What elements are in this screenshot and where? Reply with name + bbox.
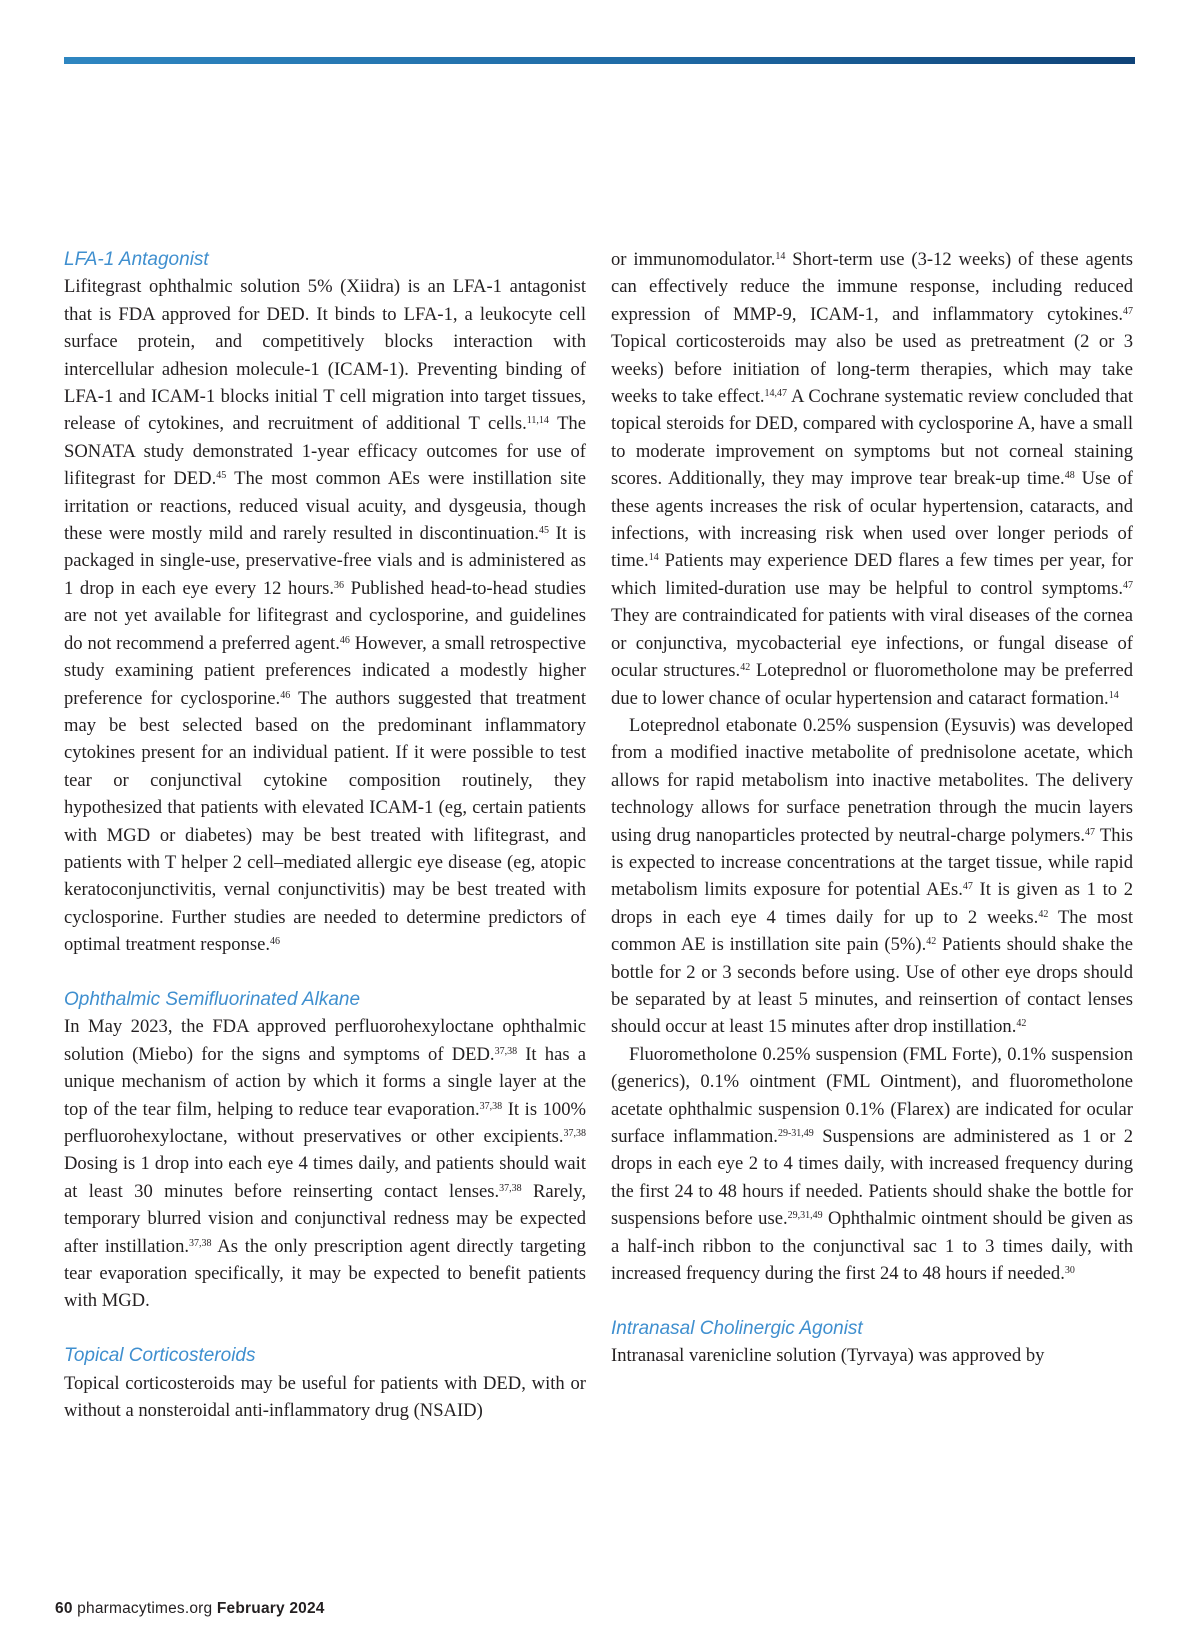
- citation: 47: [962, 881, 973, 893]
- right-column: [611, 246, 1133, 1370]
- citation: 47: [1123, 579, 1133, 591]
- citation: 36: [334, 579, 345, 591]
- paragraph-loteprednol: Loteprednol etabonate 0.25% suspension (Eysuvis) was developed from a modified inactive metabolite of prednisolone acetate, which allows for rapid metabolism into inactive metabolites. The delivery technology allows for surface penetration through the mucin layers using drug nanoparticles protected by neutral-charge polymers.$^{47}$ This is expected to increase concentrations at the target tissue, while rapid metabolism limits exposure for potential AEs.$^{47}$ It is given as 1 to 2 drops in each eye 4 times daily for up to 2 weeks.$^{42}$ The most common AE is instillation site pain (5%).$^{42}$ Patients should shake the bottle for 2 or 3 seconds before using. Use of other eye drops should be separated by at least 5 minutes, and reinsertion of contact lenses should occur at least 15 minutes after drop instillation.$^{42}$: [611, 714, 1134, 1038]
- citation: 45: [216, 470, 227, 482]
- citation: 42: [740, 662, 751, 674]
- paragraph-perfluorohexyloctane: In May 2023, the FDA approved perfluorohexyloctane ophthalmic solution (Miebo) for the signs and symptoms of DED.$^{37,38}$ It has a unique mechanism of action by which it forms a single layer at the top of the tear film, helping to reduce tear evaporation.$^{37,38}$ It is 100% perfluorohexyloctane, without preservatives or other excipients.$^{37,38}$ Dosing is 1 drop into each eye 4 times daily, and patients should wait at least 30 minutes before reinserting contact lenses.$^{37,38}$ Rarely, temporary blurred vision and conjunctival redness may be expected after instillation.$^{37,38}$ As the only prescription agent directly targeting tear evaporation specifically, it may be expected to benefit patients with MGD.: [64, 1016, 587, 1312]
- citation: 48: [1064, 470, 1075, 482]
- citation: 37,38: [189, 1237, 212, 1249]
- paragraph-lifitegrast: Lifitegrast ophthalmic solution 5% (Xiidra) is an LFA-1 antagonist that is FDA approved for DED. It binds to LFA-1, a leukocyte cell surface protein, and competitively blocks interaction with intercellular adhesion molecule-1 (ICAM-1). Preventing binding of LFA-1 and ICAM-1 blocks initial T cell migration into target tissues, release of cytokines, and recruitment of additional T cells.$^{11,14}$ The SONATA study demonstrated 1-year efficacy outcomes for use of lifitegrast for DED.$^{45}$ The most common AEs were instillation site irritation or reactions, reduced visual acuity, and dysgeusia, though these were mostly mild and rarely resulted in discontinuation.$^{45}$ It is packaged in single-use, preservative-free vials and is administered as 1 drop in each eye every 12 hours.$^{36}$ Published head-to-head studies are not yet available for lifitegrast and cyclosporine, and guidelines do not recommend a preferred agent.$^{46}$ However, a small retrospective study examining patient preferences indicated a modestly higher preference for cyclosporine.$^{46}$ The authors suggested that treatment may be best selected based on the predominant inflammatory cytokines present for an individual patient. If it were possible to test tear or conjunctival cytokine composition routinely, they hypothesized that patients with elevated ICAM-1 (eg, certain patients with MGD or diabetes) may be best treated with lifitegrast, and patients with T helper 2 cell–mediated allergic eye disease (eg, atopic keratoconjunctivitis, vernal conjunctivitis) may be best treated with cyclosporine. Further studies are needed to determine predictors of optimal treatment response.$^{46}$: [64, 276, 587, 956]
- paragraph-fluorometholone: Fluorometholone 0.25% suspension (FML Forte), 0.1% suspension (generics), 0.1% ointment (FML Ointment), and fluorometholone acetate ophthalmic suspension 0.1% (Flarex) are indicated for ocular surface inflammation.$^{29-31,49}$ Suspensions are administered as 1 or 2 drops in each eye 2 to 4 times daily, with increased frequency during the first 24 to 48 hours if needed. Patients should shake the bottle for suspensions before use.$^{29,31,49}$ Ophthalmic ointment should be given as a half-inch ribbon to the conjunctival sac 1 to 3 times daily, with increased frequency during the first 24 to 48 hours if needed.$^{30}$: [611, 1043, 1134, 1285]
- citation: 14: [775, 251, 786, 262]
- heading-lfa-1-antagonist: LFA-1 Antagonist: [64, 249, 209, 270]
- citation: 42: [1038, 908, 1049, 920]
- citation: 29-31,49: [777, 1128, 814, 1139]
- left-column: [64, 246, 586, 1424]
- paragraph-corticosteroids-intro: Topical corticosteroids may be useful for patients with DED, with or without a nonsteroidal anti-inflammatory drug (NSAID): [64, 1372, 586, 1422]
- citation: 47: [1084, 826, 1095, 838]
- citation: 14,47: [764, 388, 788, 400]
- citation: 29,31,49: [787, 1210, 823, 1222]
- citation: 30: [1064, 1265, 1075, 1277]
- citation: 42: [1016, 1018, 1027, 1030]
- citation: 46: [280, 689, 291, 701]
- citation: 14: [1108, 689, 1119, 701]
- citation: 37,38: [494, 1045, 518, 1057]
- citation: 42: [926, 936, 937, 948]
- citation: 46: [270, 936, 281, 948]
- top-accent-bar: [64, 57, 1135, 64]
- citation: 14: [648, 552, 659, 564]
- footer-site: pharmacytimes.org: [77, 1600, 213, 1617]
- citation: 45: [538, 525, 549, 537]
- citation: 37,38: [563, 1127, 586, 1139]
- heading-semifluorinated-alkane: Ophthalmic Semifluorinated Alkane: [64, 988, 361, 1010]
- citation: 11,14: [526, 415, 549, 427]
- citation: 47: [1123, 305, 1133, 317]
- citation: 37,38: [499, 1182, 522, 1194]
- page-number: 60: [55, 1600, 73, 1617]
- citation: 46: [339, 634, 350, 646]
- citation: 37,38: [479, 1100, 503, 1112]
- paragraph-varenicline: Intranasal varenicline solution (Tyrvaya) was approved by: [611, 1345, 1045, 1367]
- page-footer: [55, 1600, 325, 1618]
- heading-intranasal-cholinergic-agonist: Intranasal Cholinergic Agonist: [611, 1317, 863, 1339]
- issue-date: February 2024: [216, 1600, 325, 1617]
- paragraph-corticosteroids-continued: or immunomodulator.$^{14}$ Short-term use (3-12 weeks) of these agents can effectively reduce the immune response, including reduced expression of MMP-9, ICAM-1, and inflammatory cytokines.$^{47}$ Topical corticosteroids may also be used as pretreatment (2 or 3 weeks) before initiation of long-term therapies, which may take weeks to take effect.$^{14,47}$ A Cochrane systematic review concluded that topical steroids for DED, compared with cyclosporine A, have a small to moderate improvement on symptoms but not corneal staining scores. Additionally, they may improve tear break-up time.$^{48}$ Use of these agents increases the risk of ocular hypertension, cataracts, and infections, with increasing risk when used over longer periods of time.$^{14}$ Patients may experience DED flares a few times per year, for which limited-duration use may be helpful to control symptoms.$^{47}$ They are contraindicated for patients with viral diseases of the cornea or conjunctiva, mycobacterial eye infections, or fungal disease of ocular structures.$^{42}$ Loteprednol or fluorometholone may be preferred due to lower chance of ocular hypertension and cataract formation.$^{14}$: [611, 249, 1134, 709]
- heading-topical-corticosteroids: Topical Corticosteroids: [64, 1345, 256, 1367]
